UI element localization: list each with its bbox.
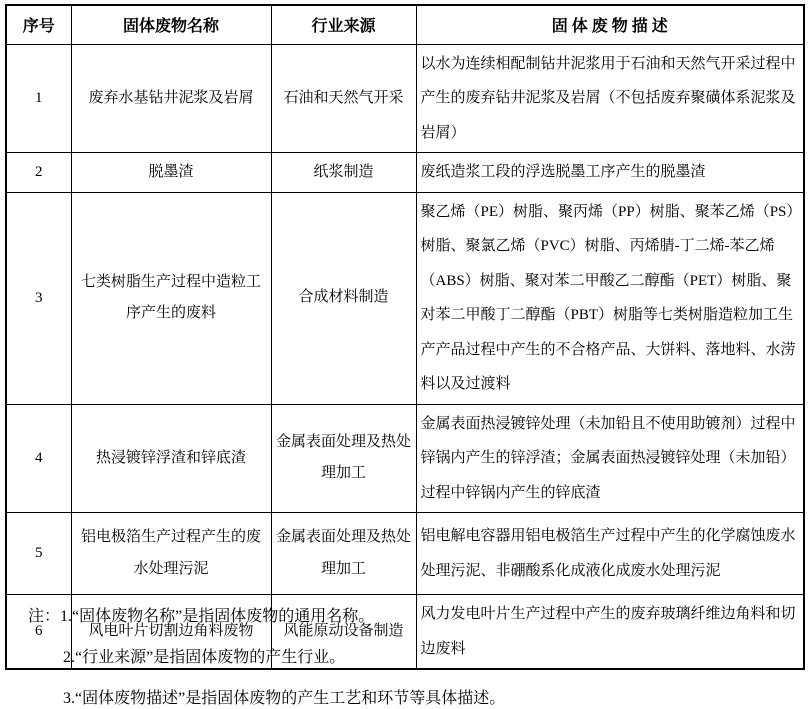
- footnote-1: 注：1.“固体废物名称”是指固体废物的通用名称。: [28, 608, 375, 625]
- cell-waste-description: 金属表面热浸镀锌处理（未加铅且不使用助镀剂）过程中锌锅内产生的锌浮渣；金属表面热浸镀锌处理（未加铅）过程中锌锅内产生的锌底渣: [416, 404, 804, 513]
- cell-row-number: 4: [6, 404, 71, 513]
- header-industry-source: 行业来源: [271, 5, 416, 44]
- table-row: [6, 44, 804, 153]
- cell-industry-source: 风能原动设备制造: [271, 595, 416, 670]
- footnote-2: 2.“行业来源”是指固体废物的产生行业。: [63, 649, 346, 666]
- footnote-3: 3.“固体废物描述”是指固体废物的产生工艺和环节等具体描述。: [63, 690, 506, 707]
- table-row: [6, 513, 804, 595]
- footnotes: [28, 596, 788, 709]
- cell-industry-source: 纸浆制造: [271, 153, 416, 193]
- header-waste-name: 固体废物名称: [71, 5, 271, 44]
- table-row: [6, 153, 804, 193]
- cell-row-number: 2: [6, 153, 71, 193]
- header-no: 序号: [6, 5, 71, 44]
- table-header: [6, 5, 804, 44]
- cell-row-number: 5: [6, 513, 71, 595]
- cell-waste-name: 脱墨渣: [71, 153, 271, 193]
- cell-industry-source: 石油和天然气开采: [271, 44, 416, 153]
- cell-row-number: 6: [6, 595, 71, 670]
- cell-waste-name: 铝电极箔生产过程产生的废水处理污泥: [71, 513, 271, 595]
- table-row: [6, 404, 804, 513]
- cell-waste-name: 废弃水基钻井泥浆及岩屑: [71, 44, 271, 153]
- header-waste-description: 固 体 废 物 描 述: [416, 5, 804, 44]
- cell-waste-name: 风电叶片切割边角料废物: [71, 595, 271, 670]
- cell-waste-name: 七类树脂生产过程中造粒工序产生的废料: [71, 192, 271, 404]
- table-row: [6, 192, 804, 404]
- cell-waste-description: 废纸造浆工段的浮选脱墨工序产生的脱墨渣: [416, 153, 804, 193]
- cell-industry-source: 合成材料制造: [271, 192, 416, 404]
- header-row: [6, 5, 804, 44]
- cell-waste-description: 聚乙烯（PE）树脂、聚丙烯（PP）树脂、聚苯乙烯（PS）树脂、聚氯乙烯（PVC）树脂、丙烯腈-丁二烯-苯乙烯（ABS）树脂、聚对苯二甲酸乙二醇酯（PET）树脂、聚对苯二甲酸丁二醇酯（PBT）树脂等七类树脂造粒加工生产产品过程中产生的不合格产品、大饼料、落地料、水涝料以及过渡料: [416, 192, 804, 404]
- cell-row-number: 3: [6, 192, 71, 404]
- cell-industry-source: 金属表面处理及热处理加工: [271, 513, 416, 595]
- cell-waste-description: 铝电解电容器用铝电极箔生产过程中产生的化学腐蚀废水处理污泥、非硼酸系化成液化成废水处理污泥: [416, 513, 804, 595]
- cell-row-number: 1: [6, 44, 71, 153]
- solid-waste-table: [5, 4, 805, 670]
- cell-waste-name: 热浸镀锌浮渣和锌底渣: [71, 404, 271, 513]
- table-body: [6, 44, 804, 669]
- cell-waste-description: 风力发电叶片生产过程中产生的废弃玻璃纤维边角料和切边废料: [416, 595, 804, 670]
- cell-waste-description: 以水为连续相配制钻井泥浆用于石油和天然气开采过程中产生的废弃钻井泥浆及岩屑（不包括废弃聚磺体系泥浆及岩屑）: [416, 44, 804, 153]
- cell-industry-source: 金属表面处理及热处理加工: [271, 404, 416, 513]
